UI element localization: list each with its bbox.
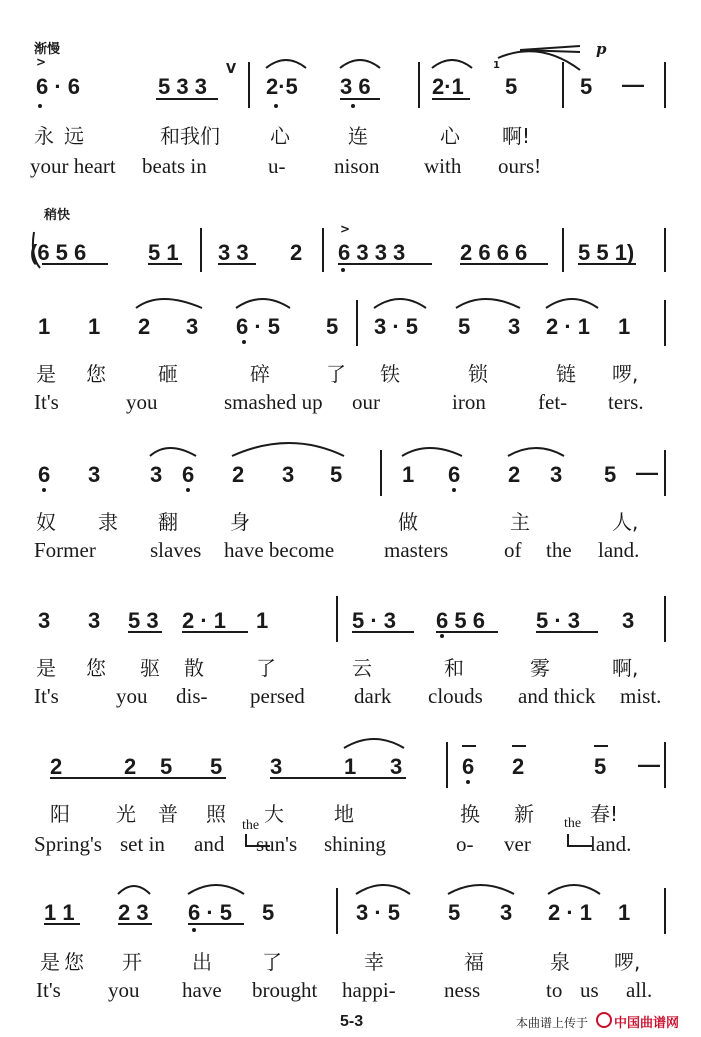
note: 5 <box>505 74 518 99</box>
lyric-en: the <box>546 538 572 562</box>
lyric-cn: 铁 <box>380 362 400 386</box>
note: 1 <box>402 462 415 487</box>
ligature-bracket <box>568 834 592 846</box>
lyric-en: happi- <box>342 978 396 1002</box>
octave-dot <box>274 104 278 108</box>
lyric-cn: 隶 <box>98 510 118 534</box>
lyric-cn: 您 <box>86 656 106 680</box>
note-group: 3 · 5 <box>374 314 419 339</box>
note: 3 <box>186 314 199 339</box>
site-logo-icon <box>596 1012 612 1028</box>
octave-dot <box>351 104 355 108</box>
octave-dot <box>186 488 190 492</box>
lyric-en: o- <box>456 832 474 856</box>
lyric-en: sun's <box>256 832 298 856</box>
note-group: 5 1 <box>148 240 179 265</box>
note-group: (6 5 6 <box>30 240 87 265</box>
dynamic-marking: p <box>596 40 607 58</box>
lyric-en: all. <box>626 978 653 1002</box>
lyric-en: It's <box>34 390 59 414</box>
lyric-cn: 远 <box>64 124 84 148</box>
note-group: 5 · 3 <box>352 608 397 633</box>
lyric-cn: 驱 <box>140 656 160 680</box>
lyric-cn: 是 <box>36 656 56 680</box>
grace-note: 1 <box>493 60 500 71</box>
note: 1 <box>38 314 51 339</box>
note: 5 <box>210 754 223 779</box>
lyric-en: smashed up <box>224 390 323 414</box>
paren-open <box>33 232 40 268</box>
slur <box>340 60 380 68</box>
note: 3 <box>550 462 563 487</box>
note: 3 <box>88 608 101 633</box>
lyric-en: land. <box>590 832 632 856</box>
lyric-en: and thick <box>518 684 596 708</box>
lyric-en: us <box>580 978 599 1002</box>
lyric-en: ters. <box>608 390 644 414</box>
lyric-cn: 啊, <box>612 656 639 680</box>
sustain-dash: — <box>622 72 644 97</box>
ligature-bracket <box>246 834 270 846</box>
note: 6 <box>462 754 475 779</box>
lyric-en: you <box>116 684 148 708</box>
octave-dot <box>452 488 456 492</box>
note: 5 <box>330 462 343 487</box>
slur <box>402 448 462 456</box>
note: 6 <box>38 462 51 487</box>
lyric-cn: 啊! <box>502 124 531 148</box>
lyric-cn: 奴 <box>36 510 56 534</box>
lyric-en: slaves <box>150 538 202 562</box>
lyric-cn: 开 <box>122 950 142 974</box>
lyric-cn: 新 <box>514 802 534 826</box>
note-group: 6 5 6 <box>436 608 485 633</box>
lyric-en: land. <box>598 538 640 562</box>
note: 2 <box>138 314 151 339</box>
lyric-en: persed <box>250 684 305 708</box>
note-group: 5 5 1) <box>578 240 635 265</box>
lyric-en: with <box>424 154 462 178</box>
accent-mark: > <box>36 55 47 69</box>
note: 5 <box>326 314 339 339</box>
note-group: 3 · 5 <box>356 900 401 925</box>
lyric-cn: 是 <box>36 362 56 386</box>
lyric-en: masters <box>384 538 449 562</box>
lyric-en: brought <box>252 978 318 1002</box>
lyric-en: our <box>352 390 380 414</box>
lyric-cn: 心 <box>440 124 460 148</box>
lyric-cn: 身 <box>230 510 250 534</box>
lyric-en: nison <box>334 154 380 178</box>
lyric-cn: 照 <box>206 802 226 826</box>
octave-dot <box>341 268 345 272</box>
lyric-cn: 链 <box>556 362 576 386</box>
note-group: 3 6 <box>340 74 371 99</box>
note-group: 2 6 6 6 <box>460 240 528 265</box>
decrescendo <box>520 46 580 50</box>
lyric-cn: 砸 <box>158 362 178 386</box>
lyric-en: shining <box>324 832 386 856</box>
lyric-en: you <box>126 390 158 414</box>
note: 5 <box>458 314 471 339</box>
lyric-cn: 啰, <box>614 950 641 974</box>
note: 1 <box>618 900 631 925</box>
lyric-cn: 了 <box>262 950 282 974</box>
lyric-en: of <box>504 538 522 562</box>
slur <box>448 885 514 894</box>
note-group: 6 3 3 3 <box>338 240 406 265</box>
note-group: 5 3 3 <box>158 74 207 99</box>
lyric-cn: 出 <box>192 950 212 974</box>
lyric-cn: 翻 <box>158 510 178 534</box>
lyric-en: It's <box>36 978 61 1002</box>
lyric-en: you <box>108 978 140 1002</box>
note-group: 6 · 5 <box>188 900 233 925</box>
lyric-cn: 大 <box>264 802 284 826</box>
breath-mark: V <box>226 62 237 77</box>
slur <box>374 299 426 308</box>
lyric-en: your heart <box>30 154 116 178</box>
lyric-en: have become <box>224 538 335 562</box>
slur <box>508 448 564 456</box>
lyric-cn: 幸 <box>364 950 384 974</box>
note: 3 <box>282 462 295 487</box>
slur <box>150 448 196 456</box>
lyric-en-small: the <box>564 816 582 831</box>
note: 3 <box>500 900 513 925</box>
note: 5 <box>604 462 617 487</box>
lyric-en: ours! <box>498 154 542 178</box>
note: 3 <box>508 314 521 339</box>
lyric-en-small: the <box>242 818 260 833</box>
slur <box>356 885 410 894</box>
page-number: 5-3 <box>340 1013 364 1030</box>
note: 2 <box>290 240 303 265</box>
octave-dot <box>192 928 196 932</box>
note: 2 <box>232 462 245 487</box>
slur <box>456 299 520 308</box>
lyric-cn: 人, <box>612 510 639 534</box>
octave-dot <box>242 340 246 344</box>
lyric-en: Former <box>34 538 96 562</box>
tempo-marking: 稍快 <box>44 208 71 223</box>
note: 3 <box>622 608 635 633</box>
note: 6 <box>182 462 195 487</box>
note-group: 5 · 3 <box>536 608 581 633</box>
lyric-en: u- <box>268 154 286 178</box>
lyric-cn: 做 <box>398 510 418 534</box>
lyric-en: have <box>182 978 222 1002</box>
slur <box>236 299 290 308</box>
note-group: 2·1 <box>432 74 464 99</box>
lyric-cn: 春! <box>590 802 619 826</box>
slur <box>136 299 202 308</box>
lyric-cn: 您 <box>64 950 84 974</box>
site-name[interactable]: 中国曲谱网 <box>614 1016 680 1031</box>
note-group: 6 · 6 <box>36 74 81 99</box>
note-group: 3 3 <box>218 240 249 265</box>
octave-dot <box>466 780 470 784</box>
lyric-en: dark <box>354 684 392 708</box>
lyric-cn: 连 <box>348 124 368 148</box>
note: 3 <box>88 462 101 487</box>
sustain-dash: — <box>638 752 660 777</box>
lyric-en: mist. <box>620 684 662 708</box>
slur <box>344 739 404 748</box>
lyric-en: beats in <box>142 154 207 178</box>
lyric-cn: 福 <box>464 950 484 974</box>
note-group: 1 1 <box>44 900 75 925</box>
slur <box>498 51 580 70</box>
lyric-cn: 普 <box>158 802 178 826</box>
lyric-en: fet- <box>538 390 568 414</box>
note: 1 <box>88 314 101 339</box>
lyric-en: It's <box>34 684 59 708</box>
lyric-en: to <box>546 978 563 1002</box>
sustain-dash: — <box>636 460 658 485</box>
lyric-en: ness <box>444 978 481 1002</box>
note: 3 <box>38 608 51 633</box>
lyric-cn: 永 <box>34 124 54 148</box>
lyric-cn: 换 <box>460 802 480 826</box>
lyric-cn: 您 <box>86 362 106 386</box>
lyric-cn: 碎 <box>250 362 270 386</box>
lyric-cn: 心 <box>270 124 290 148</box>
lyric-en: ver <box>504 832 531 856</box>
note: 1 <box>618 314 631 339</box>
slur <box>118 886 150 894</box>
note: 5 <box>262 900 275 925</box>
note-group: 2 3 <box>118 900 149 925</box>
note: 6 <box>448 462 461 487</box>
lyric-cn: 光 <box>116 802 136 826</box>
lyric-cn: 锁 <box>468 362 488 386</box>
lyric-cn: 主 <box>510 510 530 534</box>
note: 5 <box>594 754 607 779</box>
note-group: 6 · 5 <box>236 314 281 339</box>
note: 5 <box>580 74 593 99</box>
lyric-cn: 了 <box>256 656 276 680</box>
note: 3 <box>150 462 163 487</box>
octave-dot <box>38 104 42 108</box>
lyric-cn: 是 <box>40 950 60 974</box>
note: 5 <box>160 754 173 779</box>
lyric-en: dis- <box>176 684 208 708</box>
lyric-en: and <box>194 832 225 856</box>
slur <box>432 60 472 68</box>
note: 2 <box>508 462 521 487</box>
slur <box>548 885 600 894</box>
lyric-cn: 云 <box>352 656 372 680</box>
tempo-marking: 渐慢 <box>34 42 61 57</box>
note: 2 <box>50 754 63 779</box>
lyric-cn: 泉 <box>550 950 570 974</box>
octave-dot <box>42 488 46 492</box>
note-group: 5 3 <box>128 608 159 633</box>
note: 1 <box>256 608 269 633</box>
note-group: 2·5 <box>266 74 298 99</box>
slur <box>232 443 344 456</box>
slur <box>266 60 306 68</box>
lyric-cn: 雾 <box>530 656 550 680</box>
lyric-cn: 地 <box>334 802 354 826</box>
upload-note: 本曲谱上传于 <box>516 1016 589 1030</box>
slur <box>188 885 244 894</box>
lyric-cn: 了 <box>326 362 346 386</box>
note-group: 2 · 1 <box>546 314 591 339</box>
note: 3 <box>270 754 283 779</box>
note: 3 <box>390 754 403 779</box>
octave-dot <box>440 634 444 638</box>
lyric-cn: 啰, <box>612 362 639 386</box>
lyric-cn: 和 <box>444 656 464 680</box>
note: 2 <box>124 754 137 779</box>
lyric-cn: 散 <box>184 656 204 680</box>
note: 5 <box>448 900 461 925</box>
slur <box>546 299 598 308</box>
lyric-cn: 和我们 <box>160 124 220 148</box>
lyric-en: set in <box>120 832 165 856</box>
lyric-en: clouds <box>428 684 483 708</box>
accent-mark: > <box>340 222 351 236</box>
lyric-en: iron <box>452 390 486 414</box>
note-group: 2 · 1 <box>548 900 593 925</box>
lyric-en: Spring's <box>34 832 102 856</box>
note: 1 <box>344 754 357 779</box>
note: 2 <box>512 754 525 779</box>
lyric-cn: 阳 <box>50 802 70 826</box>
note-group: 2 · 1 <box>182 608 227 633</box>
